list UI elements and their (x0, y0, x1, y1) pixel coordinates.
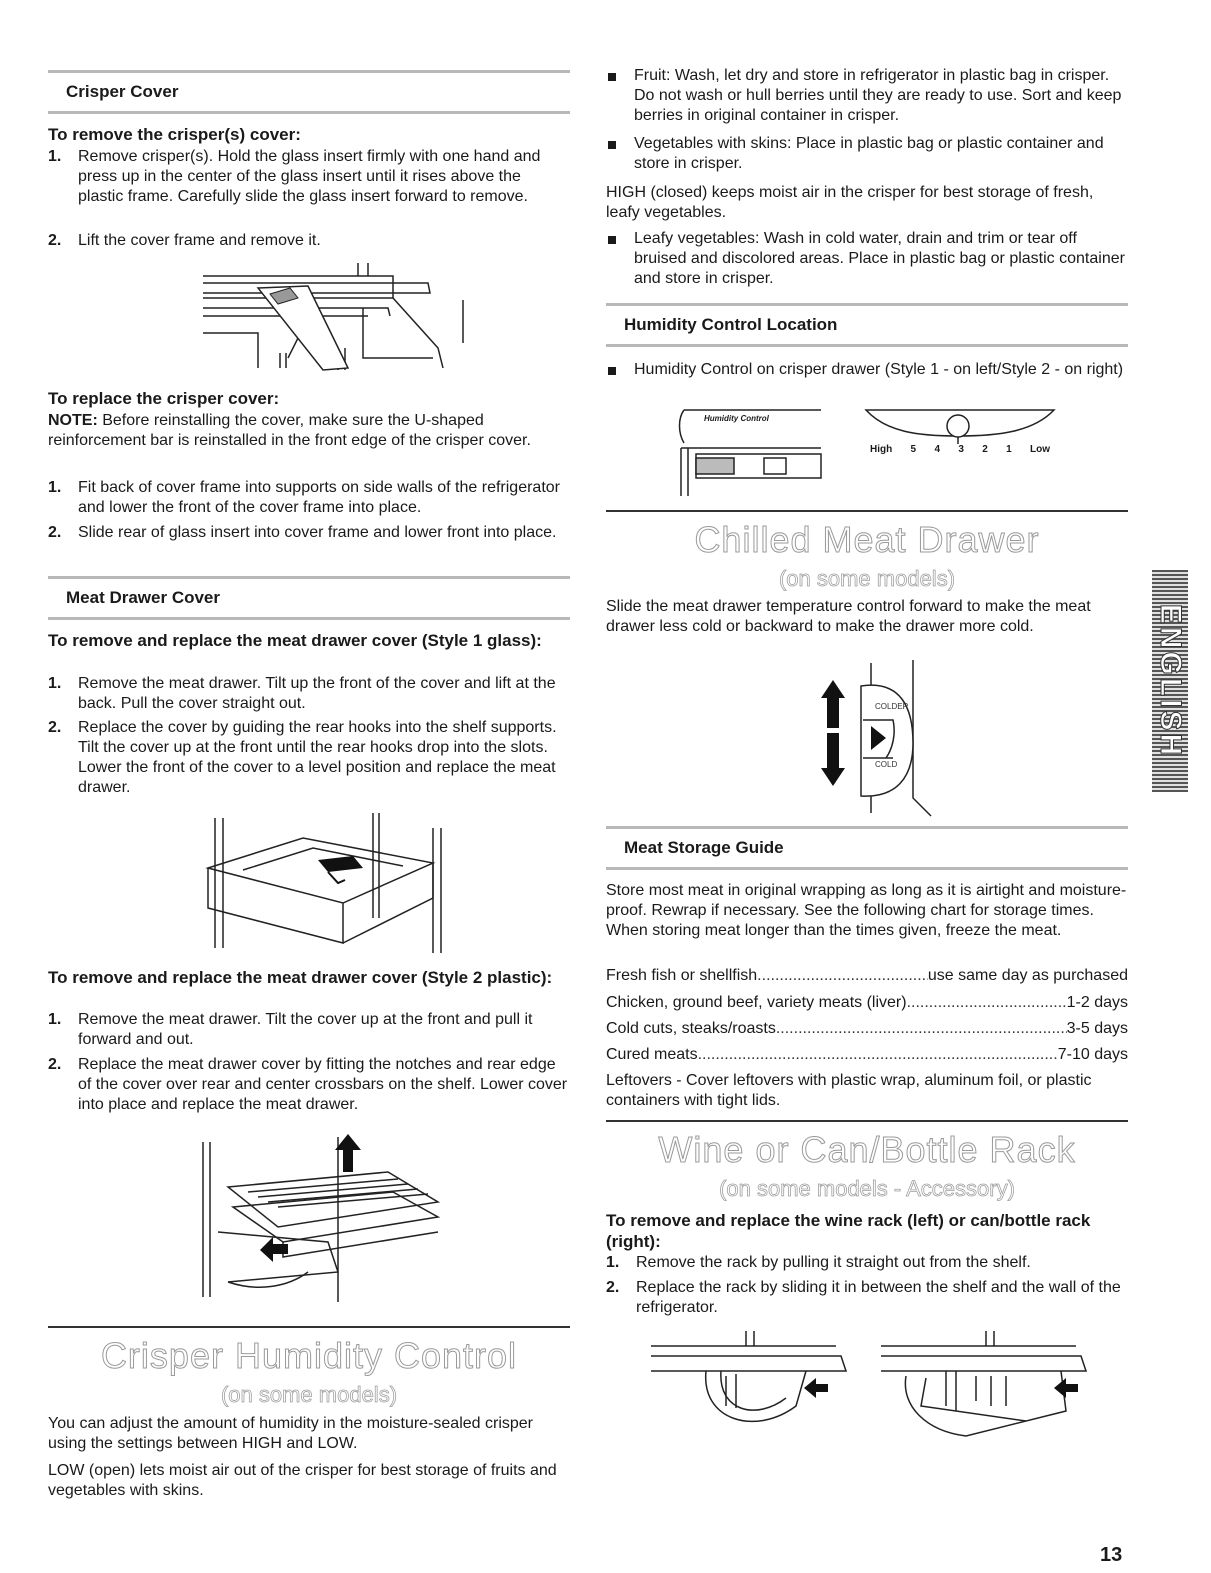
meat-drawer-control-illustration (801, 658, 941, 818)
storage-row (606, 1019, 1128, 1039)
bullet-square-icon (608, 367, 616, 375)
step-text: Slide rear of glass insert into cover frame and lower front into place. (78, 524, 557, 541)
storage-item: Fresh fish or shellfish (606, 967, 758, 984)
bullet-item (606, 360, 1128, 380)
step-item (48, 674, 570, 714)
subheading-replace-crisper-cover: To replace the crisper cover: (48, 389, 280, 408)
scale-label: 1 (1006, 444, 1012, 455)
leader-dots (776, 1019, 1067, 1039)
storage-time: 3-5 days (1066, 1020, 1128, 1037)
section-divider (606, 510, 1128, 512)
paragraph: Store most meat in original wrapping as long as it is airtight and moisture-proof. Rewrap if necessary. See the following chart for storage times. When storing meat longer than the times given, freeze the meat. (606, 882, 1127, 939)
wine-rack-illustrations (646, 1326, 1096, 1446)
step-item (48, 523, 570, 543)
scale-label: 2 (982, 444, 988, 455)
step-number: 2. (48, 719, 62, 736)
storage-time: 7-10 days (1057, 1046, 1128, 1063)
step-item (48, 231, 570, 251)
section-title-crisper-humidity: Crisper Humidity Control (100, 1335, 518, 1376)
bullet-square-icon (608, 73, 616, 81)
section-heading: Meat Drawer Cover (66, 588, 221, 607)
language-side-tab (1152, 570, 1188, 792)
leader-dots (907, 993, 1067, 1013)
step-text: Fit back of cover frame into supports on side walls of the refrigerator and lower the front of the cover frame into place. (78, 479, 560, 516)
bullet-item (606, 229, 1128, 289)
section-heading: Crisper Cover (66, 82, 179, 101)
paragraph: LOW (open) lets moist air out of the crisper for best storage of fruits and vegetables with skins. (48, 1462, 557, 1499)
step-number: 1. (48, 675, 62, 692)
scale-label: 3 (958, 444, 964, 455)
bullet-text: Humidity Control on crisper drawer (Style 1 - on left/Style 2 - on right) (634, 361, 1124, 378)
step-number: 1. (606, 1254, 620, 1271)
label-colder: COLDER (875, 702, 909, 711)
scale-label-low: Low (1030, 444, 1050, 455)
section-header-crisper-cover (48, 70, 570, 114)
section-title-chilled-meat: Chilled Meat Drawer (694, 519, 1040, 560)
section-header-humidity-location (606, 303, 1128, 347)
step-item (48, 1010, 570, 1050)
step-text: Remove the meat drawer. Tilt up the front of the cover and lift at the back. Pull the cover straight out. (78, 675, 556, 712)
bullet-text: Vegetables with skins: Place in plastic bag or plastic container and store in crisper. (634, 135, 1104, 172)
bullet-square-icon (608, 236, 616, 244)
bullet-text: Fruit: Wash, let dry and store in refrigerator in plastic bag in crisper. Do not wash or hull berries until they are ready to use. Sort and keep berries in original container in crisper. (634, 67, 1122, 124)
note-text: Before reinstalling the cover, make sure the U-shaped reinforcement bar is reinstalled in the front edge of the crisper cover. (48, 412, 531, 449)
storage-item: Cold cuts, steaks/roasts (606, 1020, 776, 1037)
storage-time: 1-2 days (1066, 994, 1128, 1011)
subheading-style2: To remove and replace the meat drawer cover (Style 2 plastic): (48, 968, 553, 987)
step-number: 1. (48, 479, 62, 496)
step-item (606, 1253, 1128, 1273)
step-item (48, 478, 570, 518)
paragraph: HIGH (closed) keeps moist air in the crisper for best storage of fresh, leafy vegetables. (606, 184, 1094, 221)
section-title-wine-rack: Wine or Can/Bottle Rack (658, 1129, 1076, 1170)
step-item (48, 718, 570, 798)
section-header-meat-storage (606, 826, 1128, 870)
section-header-meat-drawer-cover (48, 576, 570, 620)
bullet-text: Leafy vegetables: Wash in cold water, drain and trim or tear off bruised and discolored areas. Place in plastic bag or plastic container and store in crisper. (634, 230, 1125, 287)
section-divider (606, 1120, 1128, 1122)
scale-label: 4 (934, 444, 940, 455)
subheading-style1: To remove and replace the meat drawer cover (Style 1 glass): (48, 631, 542, 650)
storage-row (606, 993, 1128, 1013)
note-paragraph (48, 411, 570, 451)
leader-dots (698, 1045, 1058, 1065)
section-subtitle: (on some models - Accessory) (719, 1176, 1015, 1201)
step-number: 2. (606, 1279, 620, 1296)
storage-item: Cured meats (606, 1046, 698, 1063)
section-heading: Humidity Control Location (624, 315, 838, 334)
storage-row (606, 966, 1128, 986)
step-number: 2. (48, 1056, 62, 1073)
subheading-wine-rack: To remove and replace the wine rack (left) or can/bottle rack (right): (606, 1211, 1091, 1251)
bullet-item (606, 134, 1128, 174)
section-heading: Meat Storage Guide (624, 838, 784, 857)
storage-time: use same day as purchased (927, 967, 1128, 984)
step-text: Replace the cover by guiding the rear hooks into the shelf supports. Tilt the cover up at the front until the rear hooks drop into the slots. Lower the front of the cover to a level position and replace the meat drawer. (78, 719, 557, 796)
storage-item: Chicken, ground beef, variety meats (liver) (606, 994, 907, 1011)
scale-label: 5 (910, 444, 917, 455)
section-subtitle: (on some models) (220, 1382, 398, 1407)
leader-dots (757, 966, 928, 986)
page-number: 13 (1100, 1544, 1123, 1566)
paragraph: Slide the meat drawer temperature control forward to make the meat drawer less cold or backward to make the drawer more cold. (606, 598, 1091, 635)
step-number: 1. (48, 148, 62, 165)
step-text: Remove crisper(s). Hold the glass insert firmly with one hand and press up in the center of the glass insert until it rises above the plastic frame. Carefully slide the glass insert forward to remove. (78, 148, 541, 205)
humidity-panel-style1-illustration (676, 408, 826, 496)
step-item (48, 147, 570, 207)
bullet-square-icon (608, 141, 616, 149)
section-subtitle: (on some models) (778, 566, 956, 591)
step-text: Lift the cover frame and remove it. (78, 232, 321, 249)
step-text: Replace the rack by sliding it in between the shelf and the wall of the refrigerator. (636, 1279, 1121, 1316)
bullet-item (606, 66, 1128, 126)
paragraph: You can adjust the amount of humidity in the moisture-sealed crisper using the settings between HIGH and LOW. (48, 1415, 534, 1452)
storage-row (606, 1045, 1128, 1065)
step-item (48, 1055, 570, 1115)
step-text: Remove the meat drawer. Tilt the cover up at the front and pull it forward and out. (78, 1011, 533, 1048)
step-text: Replace the meat drawer cover by fitting the notches and rear edge of the cover over rear and center crossbars on the shelf. Lower cover into place and replace the meat drawer. (78, 1056, 568, 1113)
scale-label-high: High (870, 444, 893, 455)
step-number: 2. (48, 232, 62, 249)
step-text: Remove the rack by pulling it straight out from the shelf. (636, 1254, 1031, 1271)
meat-drawer-glass-illustration (203, 808, 463, 958)
note-label: NOTE: (48, 412, 98, 429)
side-tab-label: ENGLISH (1154, 603, 1187, 759)
crisper-cover-illustration (198, 258, 478, 378)
label-cold: COLD (875, 760, 898, 769)
humidity-scale (870, 444, 1050, 456)
step-number: 2. (48, 524, 62, 541)
humidity-panel-label: Humidity Control (704, 414, 769, 423)
subheading-remove-crisper-cover: To remove the crisper(s) cover: (48, 125, 301, 144)
step-item (606, 1278, 1128, 1318)
section-divider (48, 1326, 570, 1328)
meat-drawer-plastic-illustration (188, 1132, 448, 1307)
humidity-panel-style2-illustration (858, 406, 1058, 464)
step-number: 1. (48, 1011, 62, 1028)
paragraph: Leftovers - Cover leftovers with plastic wrap, aluminum foil, or plastic containers with tight lids. (606, 1072, 1092, 1109)
